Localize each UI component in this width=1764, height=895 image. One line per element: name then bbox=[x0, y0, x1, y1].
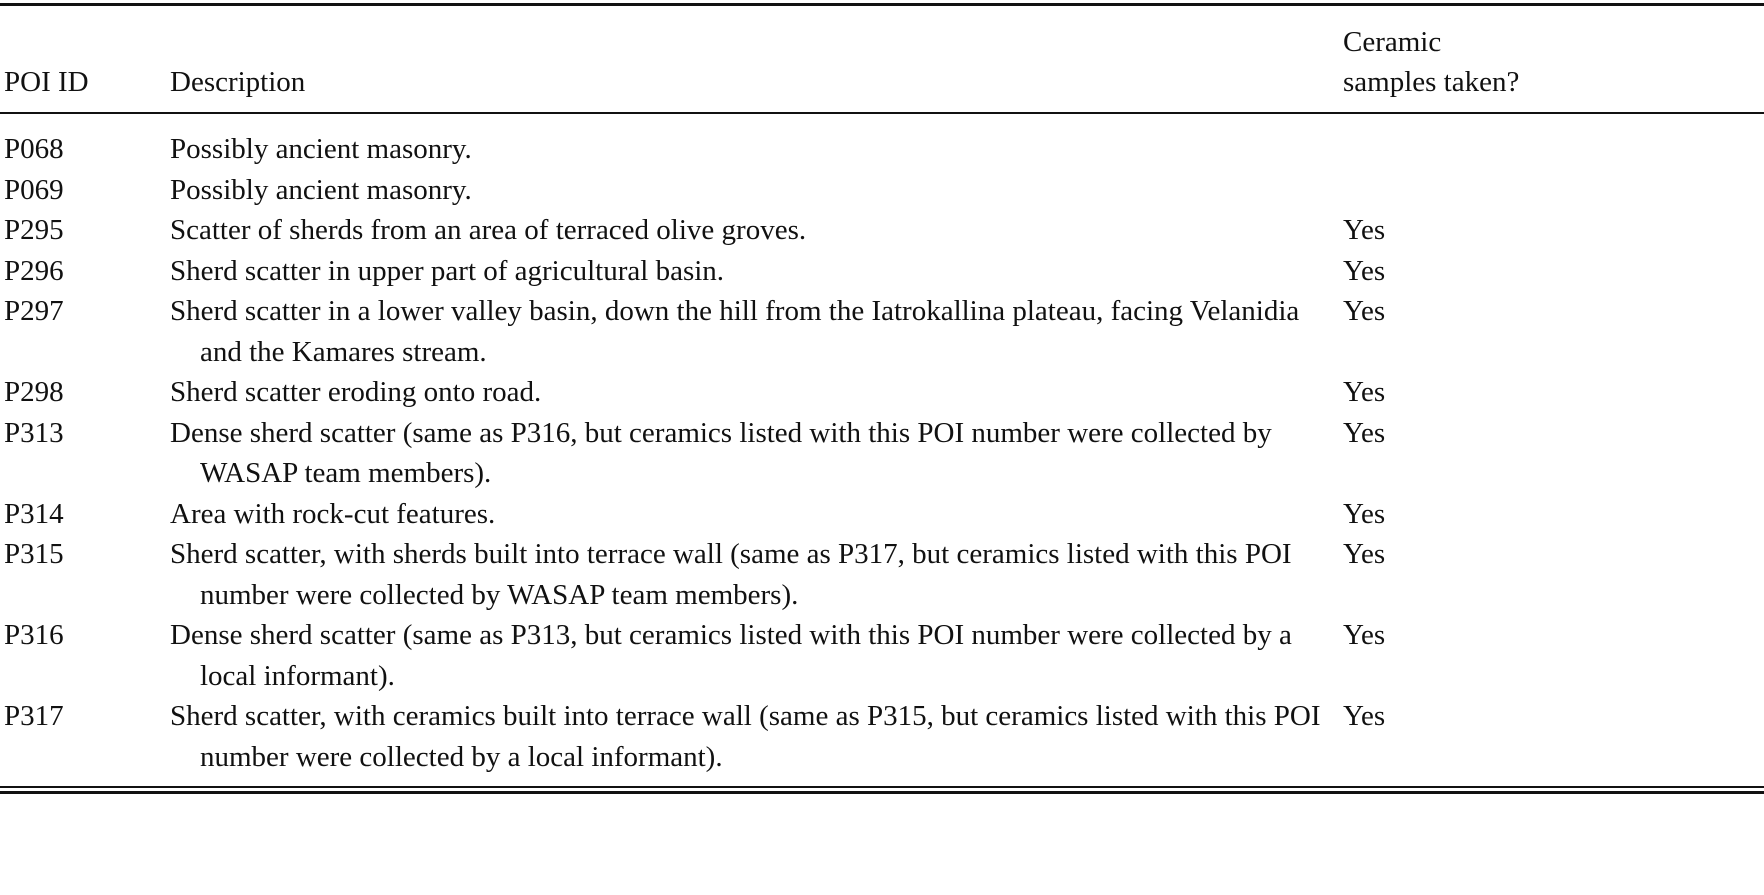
table-row bbox=[0, 210, 1764, 251]
ceramic-samples: Yes bbox=[1343, 254, 1386, 287]
description-cell bbox=[170, 413, 1343, 494]
top-rule bbox=[0, 3, 1764, 6]
header-rule bbox=[0, 112, 1764, 114]
poi-id: P315 bbox=[4, 538, 64, 570]
description-cell bbox=[170, 534, 1343, 615]
bottom-rule bbox=[0, 786, 1764, 788]
header-ceramic-line1: Ceramic bbox=[1343, 26, 1442, 58]
description: Sherd scatter, with sherds built into terrace wall (same as P317, but ceramics listed with this POI number were collected by WASAP team members). bbox=[170, 538, 1292, 611]
description-cell bbox=[170, 251, 1343, 292]
bottom-rule-thick bbox=[0, 791, 1764, 794]
description: Possibly ancient masonry. bbox=[170, 173, 472, 206]
description: Sherd scatter eroding onto road. bbox=[170, 376, 542, 408]
ceramic-samples: Yes bbox=[1343, 619, 1386, 651]
poi-id: P068 bbox=[4, 133, 64, 165]
table-row bbox=[0, 534, 1764, 615]
description-cell bbox=[170, 494, 1343, 535]
header-description: Description bbox=[170, 66, 306, 98]
poi-id: P297 bbox=[4, 295, 64, 327]
ceramic-samples bbox=[1343, 129, 1764, 170]
description: Dense sherd scatter (same as P316, but ceramics listed with this POI number were collected by WASAP team members). bbox=[170, 416, 1272, 489]
ceramic-samples: Yes bbox=[1343, 416, 1386, 449]
ceramic-samples: Yes bbox=[1343, 376, 1386, 408]
description: Scatter of sherds from an area of terraced olive groves. bbox=[170, 214, 807, 246]
description-cell bbox=[170, 372, 1343, 413]
description-cell bbox=[170, 291, 1343, 372]
table-row bbox=[0, 170, 1764, 211]
ceramic-samples: Yes bbox=[1343, 497, 1386, 530]
poi-id: P069 bbox=[4, 173, 64, 206]
description-cell bbox=[170, 129, 1343, 170]
description: Possibly ancient masonry. bbox=[170, 133, 472, 165]
description: Sherd scatter, with ceramics built into terrace wall (same as P315, but ceramics listed with this POI number were collected by a local informant). bbox=[170, 700, 1321, 773]
poi-table bbox=[0, 129, 1764, 777]
ceramic-samples: Yes bbox=[1343, 700, 1386, 732]
description-cell bbox=[170, 170, 1343, 211]
table-row bbox=[0, 251, 1764, 292]
header-ceramic-line2: samples taken? bbox=[1343, 66, 1520, 98]
poi-id: P295 bbox=[4, 214, 64, 246]
poi-id: P296 bbox=[4, 254, 64, 287]
table-row bbox=[0, 372, 1764, 413]
poi-id: P298 bbox=[4, 376, 64, 408]
poi-id: P317 bbox=[4, 700, 64, 732]
table-row bbox=[0, 494, 1764, 535]
description-cell bbox=[170, 696, 1343, 777]
ceramic-samples: Yes bbox=[1343, 295, 1386, 327]
description-cell bbox=[170, 210, 1343, 251]
table-row bbox=[0, 129, 1764, 170]
table-row bbox=[0, 696, 1764, 777]
ceramic-samples: Yes bbox=[1343, 214, 1386, 246]
description: Sherd scatter in a lower valley basin, down the hill from the Iatrokallina plateau, facing Velanidia and the Kamares stream. bbox=[170, 295, 1300, 368]
description: Dense sherd scatter (same as P313, but ceramics listed with this POI number were collected by a local informant). bbox=[170, 619, 1292, 692]
table-row bbox=[0, 615, 1764, 696]
description: Area with rock-cut features. bbox=[170, 497, 496, 530]
poi-id: P316 bbox=[4, 619, 64, 651]
ceramic-samples: Yes bbox=[1343, 538, 1386, 570]
description: Sherd scatter in upper part of agricultural basin. bbox=[170, 254, 725, 287]
ceramic-samples bbox=[1343, 170, 1764, 211]
poi-id: P314 bbox=[4, 497, 64, 530]
header-poi-id: POI ID bbox=[4, 66, 89, 98]
poi-id: P313 bbox=[4, 416, 64, 449]
table-row bbox=[0, 413, 1764, 494]
table-row bbox=[0, 291, 1764, 372]
description-cell bbox=[170, 615, 1343, 696]
